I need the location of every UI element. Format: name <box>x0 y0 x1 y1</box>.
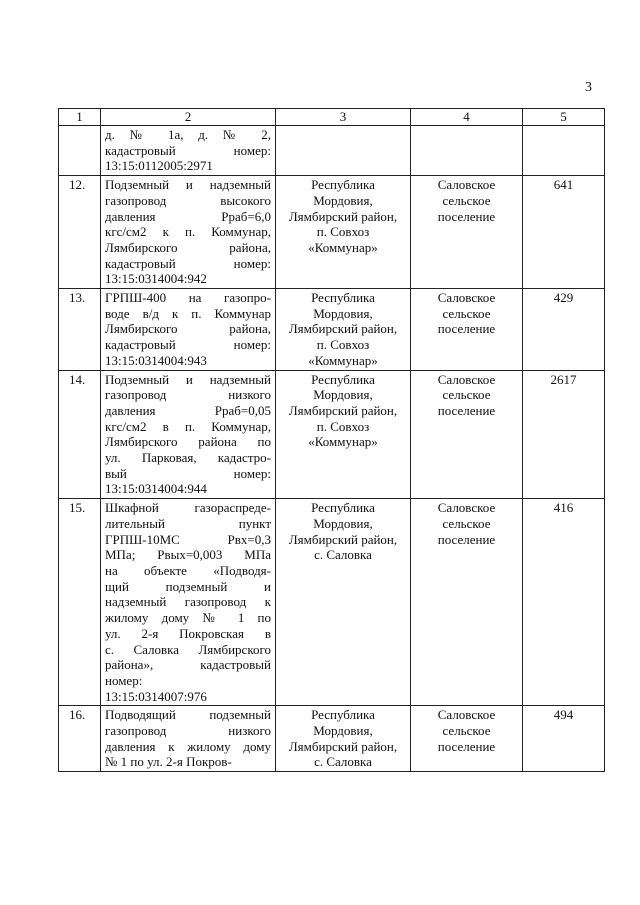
description-line: с. Саловка Лямбирского <box>105 641 271 657</box>
settlement-line: поселение <box>437 531 496 547</box>
location-line: Лямбирский район, <box>288 531 398 547</box>
description-line: 13:15:0314007:976 <box>105 688 207 704</box>
settlement-line: Саловское <box>437 707 496 723</box>
location-line: Республика <box>311 290 375 306</box>
object-description <box>101 499 276 706</box>
description-line: давления Рраб=0,05 <box>105 402 271 418</box>
description-line: района», кадастровый <box>105 657 271 673</box>
header-col-1: 1 <box>59 109 101 126</box>
object-description <box>101 289 276 371</box>
settlement-line: Саловское <box>437 290 496 306</box>
location-line: Лямбирский район, <box>288 321 398 337</box>
description-line: кадастровый номер: <box>105 255 271 271</box>
row-number: 14. <box>59 370 101 499</box>
location-line: Мордовия, <box>313 723 373 739</box>
description-line: Подземный и надземный <box>105 371 271 387</box>
description-line: номер: <box>105 672 143 688</box>
location-line: Лямбирский район, <box>288 402 398 418</box>
description-line: кадастровый номер: <box>105 142 271 158</box>
description-line: воде в/д к п. Коммунар <box>105 305 271 321</box>
settlement-line: Саловское <box>437 371 496 387</box>
area-value: 416 <box>523 499 605 706</box>
location-line: п. Совхоз <box>316 418 370 434</box>
location-line: п. Совхоз <box>316 337 370 353</box>
location-line: Республика <box>311 707 375 723</box>
row-number: 16. <box>59 706 101 772</box>
header-col-5: 5 <box>523 109 605 126</box>
description-line: № 1 по ул. 2-я Покров- <box>105 754 232 770</box>
settlement <box>411 289 523 371</box>
object-location <box>276 126 411 176</box>
settlement <box>411 499 523 706</box>
settlement-line: сельское <box>442 305 491 321</box>
header-col-2: 2 <box>101 109 276 126</box>
settlement <box>411 176 523 289</box>
description-line: кадастровый номер: <box>105 337 271 353</box>
table-row <box>59 706 605 772</box>
location-line: Республика <box>311 500 375 516</box>
table-row <box>59 370 605 499</box>
location-line: с. Саловка <box>314 547 372 563</box>
description-line: Лямбирского района по <box>105 434 271 450</box>
description-line: жилому дому № 1 по <box>105 610 271 626</box>
location-line: Республика <box>311 177 375 193</box>
settlement <box>411 706 523 772</box>
location-line: Мордовия, <box>313 515 373 531</box>
settlement <box>411 370 523 499</box>
location-line: Мордовия, <box>313 387 373 403</box>
description-line: давления Рраб=6,0 <box>105 208 271 224</box>
object-location <box>276 706 411 772</box>
description-line: на объекте «Подводя- <box>105 562 271 578</box>
settlement-line: сельское <box>442 387 491 403</box>
property-table <box>58 108 605 772</box>
location-line: с. Саловка <box>314 754 372 770</box>
page-number: 3 <box>585 80 592 95</box>
description-line: Шкафной газораспреде- <box>105 500 271 516</box>
settlement-line: поселение <box>437 738 496 754</box>
table-row <box>59 289 605 371</box>
header-col-3: 3 <box>276 109 411 126</box>
settlement-line: сельское <box>442 192 491 208</box>
location-line: Лямбирский район, <box>288 208 398 224</box>
description-line: вый номер: <box>105 465 271 481</box>
settlement-line: сельское <box>442 515 491 531</box>
description-line: 13:15:0314004:943 <box>105 352 207 368</box>
description-line: 13:15:0112005:2971 <box>105 158 213 174</box>
description-line: 13:15:0314004:942 <box>105 271 207 287</box>
header-col-4: 4 <box>411 109 523 126</box>
object-location <box>276 289 411 371</box>
description-line: ул. 2-я Покровская в <box>105 625 271 641</box>
table-row <box>59 499 605 706</box>
location-line: «Коммунар» <box>308 434 378 450</box>
table-row <box>59 176 605 289</box>
settlement-line: Саловское <box>437 500 496 516</box>
settlement-line: поселение <box>437 402 496 418</box>
description-line: надземный газопровод к <box>105 594 271 610</box>
row-number <box>59 126 101 176</box>
description-line: лительный пункт <box>105 515 271 531</box>
location-line: Республика <box>311 371 375 387</box>
location-line: п. Совхоз <box>316 224 370 240</box>
description-line: Подземный и надземный <box>105 177 271 193</box>
location-line: Лямбирский район, <box>288 738 398 754</box>
description-line: ГРПШ-400 на газопро- <box>105 290 271 306</box>
area-value: 429 <box>523 289 605 371</box>
location-line: Мордовия, <box>313 305 373 321</box>
description-line: Подводящий подземный <box>105 707 271 723</box>
settlement-line: поселение <box>437 208 496 224</box>
description-line: кгс/см2 в п. Коммунар, <box>105 418 271 434</box>
description-line: газопровод низкого <box>105 723 271 739</box>
area-value: 494 <box>523 706 605 772</box>
description-line: давления к жилому дому <box>105 738 271 754</box>
description-line: щий подземный и <box>105 578 271 594</box>
settlement-line: Саловское <box>437 177 496 193</box>
settlement-line: поселение <box>437 321 496 337</box>
location-line: Мордовия, <box>313 192 373 208</box>
area-value: 641 <box>523 176 605 289</box>
description-line: 13:15:0314004:944 <box>105 481 207 497</box>
settlement <box>411 126 523 176</box>
description-line: ГРПШ-10МС Рвх=0,3 <box>105 531 271 547</box>
area-value <box>523 126 605 176</box>
object-location <box>276 499 411 706</box>
object-location <box>276 370 411 499</box>
row-number: 15. <box>59 499 101 706</box>
location-line: «Коммунар» <box>308 352 378 368</box>
area-value: 2617 <box>523 370 605 499</box>
object-description <box>101 176 276 289</box>
object-location <box>276 176 411 289</box>
description-line: газопровод низкого <box>105 387 271 403</box>
object-description <box>101 370 276 499</box>
description-line: Лямбирского района, <box>105 239 271 255</box>
location-line: «Коммунар» <box>308 239 378 255</box>
object-description <box>101 126 276 176</box>
description-line: д. № 1а, д. № 2, <box>105 127 271 142</box>
description-line: ул. Парковая, кадастро- <box>105 450 271 466</box>
description-line: газопровод высокого <box>105 192 271 208</box>
settlement-line: сельское <box>442 723 491 739</box>
table-header-row <box>59 109 605 126</box>
row-number: 13. <box>59 289 101 371</box>
object-description <box>101 706 276 772</box>
row-number: 12. <box>59 176 101 289</box>
description-line: кгс/см2 к п. Коммунар, <box>105 224 271 240</box>
description-line: МПа; Рвых=0,003 МПа <box>105 547 271 563</box>
description-line: Лямбирского района, <box>105 321 271 337</box>
table-row <box>59 126 605 176</box>
